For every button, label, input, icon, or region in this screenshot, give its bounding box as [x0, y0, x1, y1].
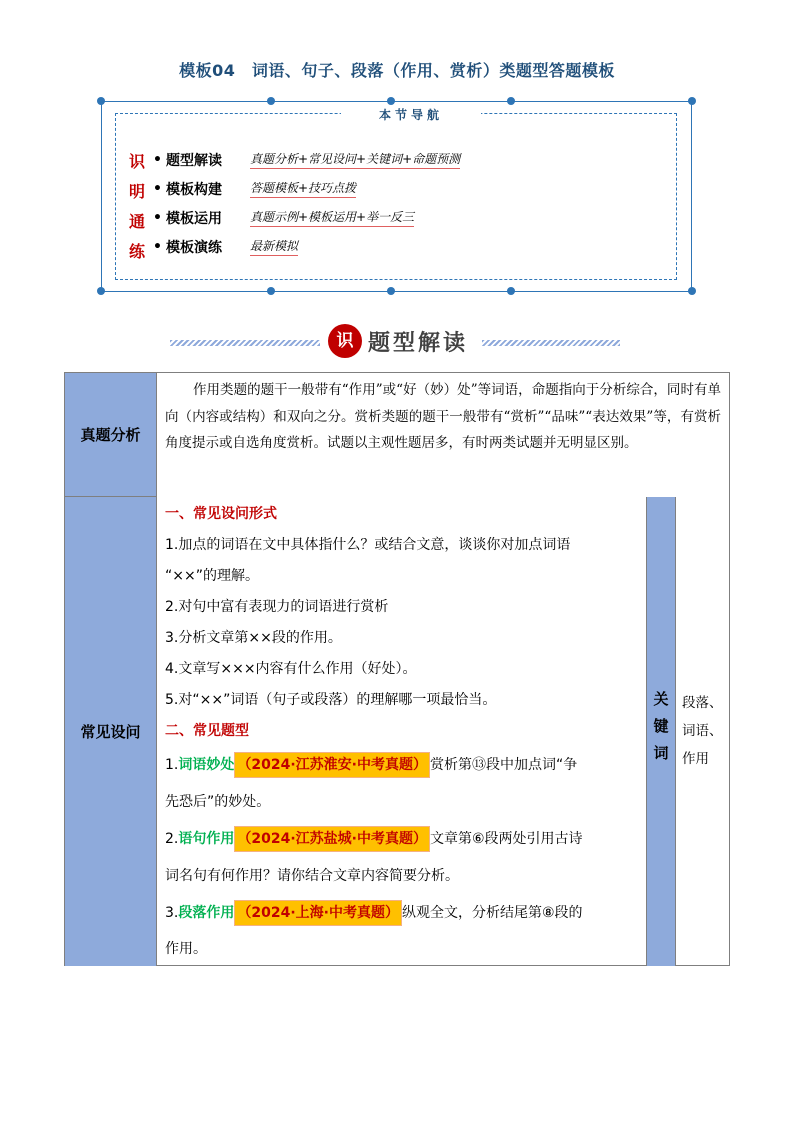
row-header-analysis: 真题分析: [65, 373, 157, 497]
banner-stripe-right: [482, 340, 620, 346]
nav-bottom-dots: [97, 287, 696, 295]
nav-item-desc: 最新模拟: [250, 237, 298, 256]
side-char: 明: [128, 182, 145, 201]
keyword: 作用: [682, 751, 709, 767]
section-heading: 二、常见题型: [165, 723, 249, 739]
nav-item-desc: 真题示例+模板运用+举一反三: [250, 208, 414, 227]
section-badge-icon: 识: [328, 324, 362, 358]
bullet-icon: •: [153, 238, 162, 255]
nav-item-name: 模板演练: [165, 239, 222, 256]
questions-content: [157, 497, 647, 966]
nav-side-chars: [127, 149, 147, 269]
keyword: 段落、: [682, 695, 723, 711]
nav-item-name: 题型解读: [165, 152, 222, 169]
nav-heading: 本节导航: [341, 105, 481, 125]
section-banner: [170, 320, 620, 364]
nav-item-desc: 真题分析+常见设问+关键词+命题预测: [250, 150, 460, 169]
keyword: 词语、: [682, 723, 723, 739]
question-line: 5.对“××”词语（句子或段落）的理解哪一项最恰当。: [165, 692, 497, 708]
example-text: 纵观全文，分析结尾第⑧段的: [401, 905, 583, 921]
bullet-icon: •: [153, 209, 162, 226]
analysis-table: [64, 372, 730, 966]
section-heading: 一、常见设问形式: [165, 506, 277, 522]
example-question-cont: 词名句有何作用？请你结合文章内容简要分析。: [165, 868, 459, 884]
question-line: 3.分析文章第××段的作用。: [165, 630, 342, 646]
example-num: 2.: [165, 831, 179, 847]
example-type: 语句作用: [178, 831, 235, 847]
side-char: 识: [128, 152, 145, 171]
nav-list: [153, 145, 460, 261]
example-question: [165, 747, 640, 784]
question-line: 4.文章写×××内容有什么作用（好处）。: [165, 661, 417, 677]
keyword-values: [676, 497, 729, 966]
question-line: 2.对句中富有表现力的词语进行赏析: [165, 599, 389, 615]
example-text: 赏析第⑬段中加点词“争: [429, 757, 578, 773]
nav-item[interactable]: [153, 203, 460, 232]
section-title: 题型解读: [368, 330, 469, 356]
nav-item-name: 模板运用: [165, 210, 222, 227]
nav-item[interactable]: [153, 174, 460, 203]
side-char: 通: [128, 212, 145, 231]
question-line: “××”的理解。: [165, 568, 259, 584]
bullet-icon: •: [153, 180, 162, 197]
source-tag: （2024·江苏淮安·中考真题）: [234, 752, 430, 778]
nav-top-dots: [97, 97, 696, 105]
banner-stripe-left: [170, 340, 320, 346]
example-question-cont: 作用。: [165, 941, 207, 957]
example-num: 1.: [165, 757, 179, 773]
example-type: 段落作用: [178, 905, 235, 921]
example-type: 词语妙处: [178, 757, 235, 773]
question-line: 1.加点的词语在文中具体指什么？或结合文意，谈谈你对加点词语: [165, 537, 571, 553]
example-question-cont: 先恐后”的妙处。: [165, 794, 271, 810]
example-question: [165, 894, 640, 932]
example-text: 文章第⑥段两处引用古诗: [429, 831, 583, 847]
side-char: 练: [128, 242, 145, 261]
nav-item[interactable]: [153, 145, 460, 174]
keyword-header-label: 关键词: [651, 691, 670, 772]
bullet-icon: •: [153, 151, 162, 168]
section-navigation: [101, 101, 692, 292]
page-title: 模板04 词语、句子、段落（作用、赏析）类题型答题模板: [179, 61, 615, 80]
row-header-questions: 常见设问: [65, 497, 157, 966]
analysis-text: 作用类题的题干一般带有“作用”或“好（妙）处”等词语，命题指向于分析综合，同时有单向（内容或结构）和双向之分。赏析类题的题干一般带有“赏析”“品味”“表达效果”等，有赏析角度提示或自选角度赏析。试题以主观性题居多，有时两类试题并无明显区别。: [165, 382, 721, 451]
nav-item-name: 模板构建: [165, 181, 222, 198]
example-num: 3.: [165, 905, 179, 921]
source-tag: （2024·江苏盐城·中考真题）: [234, 826, 430, 852]
example-question: [165, 820, 640, 858]
keyword-header: [647, 497, 676, 966]
source-tag: （2024·上海·中考真题）: [234, 900, 402, 926]
nav-item-desc: 答题模板+技巧点拨: [250, 179, 356, 198]
nav-item[interactable]: [153, 232, 460, 261]
